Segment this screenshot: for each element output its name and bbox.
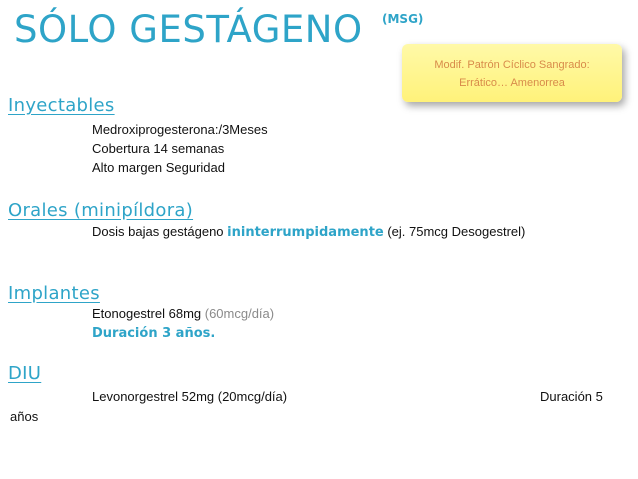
inyectables-line-2: Cobertura 14 semanas (92, 141, 225, 156)
heading-diu: DIU (8, 363, 42, 384)
heading-inyectables: Inyectables (8, 95, 115, 116)
heading-orales: Orales (minipíldora) (8, 200, 194, 221)
orales-text-before: Dosis bajas gestágeno (92, 224, 228, 239)
orales-emphasis: ininterrumpidamente (227, 225, 384, 240)
inyectables-line-3: Alto margen Seguridad (92, 160, 225, 175)
implantes-rate: (60mcg/día) (204, 306, 275, 321)
implantes-line-1 (92, 306, 274, 321)
note-line-2: Errático… Amenorrea (459, 77, 565, 89)
heading-implantes: Implantes (8, 283, 100, 304)
implantes-dose: Etonogestrel 68mg (92, 306, 205, 321)
note-line-1: Modif. Patrón Cíclico Sangrado: (434, 59, 590, 71)
inyectables-line-1: Medroxiprogesterona:/3Meses (92, 122, 268, 137)
diu-line-1: Levonorgestrel 52mg (20mcg/día) (92, 389, 288, 404)
title-superscript: (MSG) (382, 12, 424, 26)
implantes-duration: Duración 3 años. (92, 326, 216, 341)
orales-text-after: (ej. 75mcg Desogestrel) (383, 224, 526, 239)
sticky-note (402, 44, 622, 102)
diu-duration: Duración 5 (540, 389, 603, 404)
diu-wrap: años (10, 409, 39, 424)
orales-line (92, 224, 525, 240)
slide-title: SÓLO GESTÁGENO (14, 8, 363, 51)
